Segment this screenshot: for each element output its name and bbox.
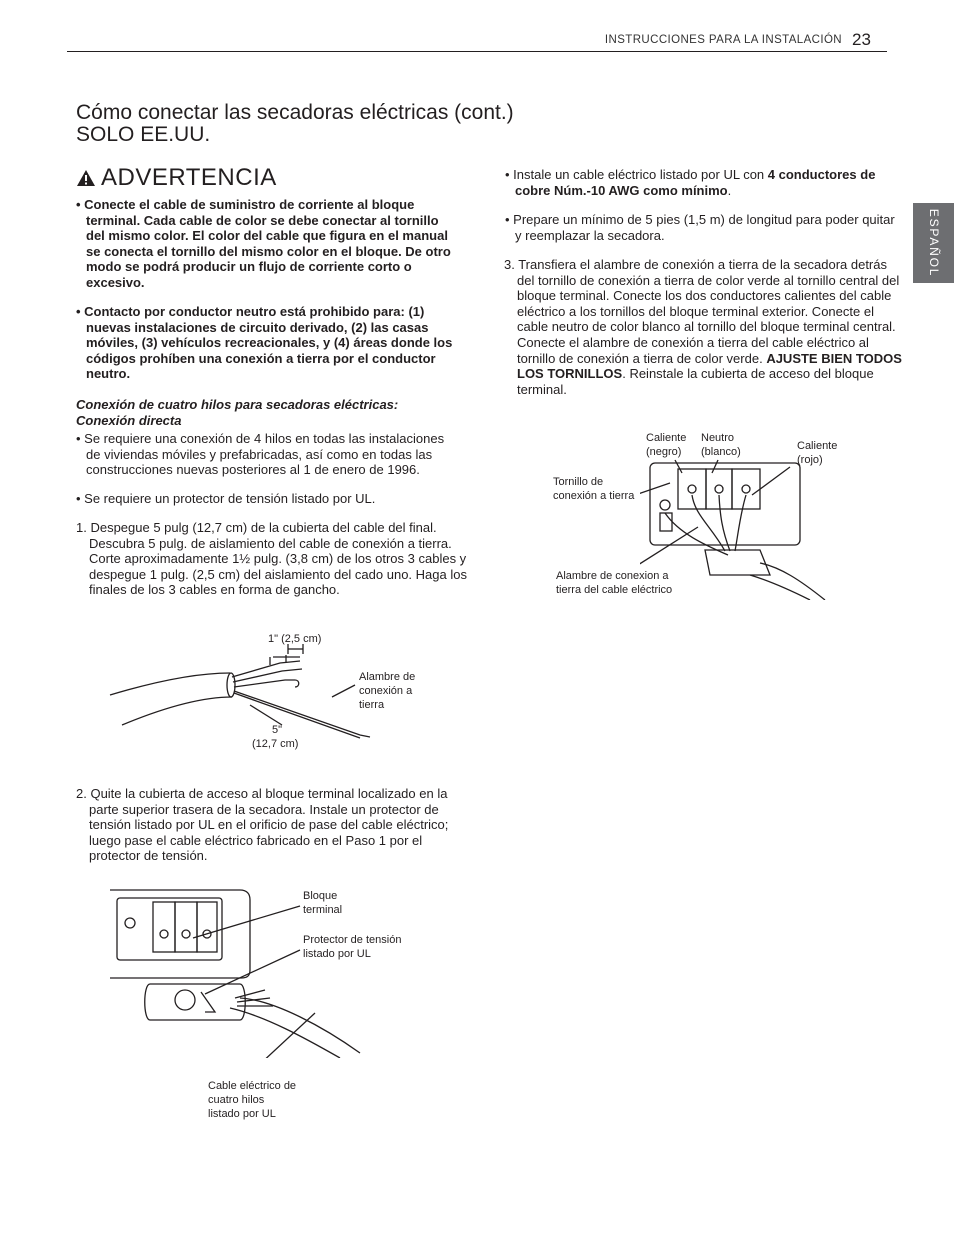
title-line2: SOLO EE.UU. <box>76 123 211 146</box>
label-power-ground-wire: Alambre de conexion a tierra del cable eléctrico <box>556 570 673 596</box>
label-strain-relief: Protector de tensión listado por UL <box>303 934 402 960</box>
step-3 <box>504 257 903 397</box>
section-bullet-2: • Se requiere un protector de tensión listado por UL. <box>76 491 376 506</box>
label-one-inch: 1" (2,5 cm) <box>268 633 322 645</box>
label-ground-wire: Alambre de conexión a tierra <box>359 671 416 711</box>
language-tab <box>913 203 954 283</box>
label-ground-screw: Tornillo de conexión a tierra <box>553 476 635 502</box>
label-five-cm: (12,7 cm) <box>252 738 299 750</box>
right-bullet-1-bold: 4 conductores de cobre Núm.-10 AWG como mínimo <box>515 167 876 198</box>
header-section-title: INSTRUCCIONES PARA LA INSTALACIÓN <box>604 34 842 46</box>
right-bullet-1-post: . <box>727 182 732 198</box>
step-3-pre: 3. Transfiera el alambre de conexión a tierra de la secadora detrás del tornillo de conexión a tierra de color verde al tornillo central del bloque terminal. Conecte los dos conductores calientes del cable eléctrico a los tornillos del bloque terminal exterior. Conecte el cable neutro de color blanco al tornillo del bloque terminal central. Conecte el alambre de conexión a tierra del cable eléctrico al tornillo de conexión a tierra de color verde. <box>504 257 900 366</box>
label-terminal-block: Bloque terminal <box>303 890 343 916</box>
page-number: 23 <box>852 30 871 49</box>
right-bullet-1-pre: • Instale un cable eléctrico listado por UL con <box>505 167 768 182</box>
label-five-inch: 5" <box>272 724 283 736</box>
section-heading: Conexión de cuatro hilos para secadoras eléctricas: Conexión directa <box>76 397 399 428</box>
step-3-post: . Reinstale la cubierta de acceso del bloque terminal. <box>517 366 874 397</box>
warning-item-1: • Conecte el cable de suministro de corriente al bloque terminal. Cada cable de color se debe conectar al tornillo del mismo color. El color del cable que figura en el manual se conecta el tornillo del mismo color en el bloque. De otro modo se podrá producir un flujo de corriente corto o excesivo. <box>76 197 451 290</box>
warning-heading-text: ADVERTENCIA <box>101 164 277 191</box>
header-rule <box>67 51 887 52</box>
language-tab-label: ESPAÑOL <box>926 208 941 278</box>
right-bullet-2: • Prepare un mínimo de 5 pies (1,5 m) de longitud para poder quitar y reemplazar la secadora. <box>505 212 895 243</box>
section-bullet-1: • Se requiere una conexión de 4 hilos en todas las instalaciones de viviendas móviles y prefabricadas, así como en todas las construcciones nuevas posteriores al 1 de enero de 1996. <box>76 431 445 478</box>
label-hot-black: Caliente (negro) <box>646 432 687 458</box>
right-bullet-1 <box>505 167 900 198</box>
title-line1: Cómo conectar las secadoras eléctricas (cont.) <box>76 101 514 124</box>
warning-triangle-icon <box>76 169 96 187</box>
label-neutral-white: Neutro (blanco) <box>701 432 741 458</box>
step-2: 2. Quite la cubierta de acceso al bloque terminal localizado en la parte superior trasera de la secadora. Instale un protector de tensión listado por UL en el orificio de pase del cable eléctrico; luego pase el cable eléctrico fabricado en el Paso 1 por el protector de tensión. <box>76 786 449 864</box>
label-hot-red: Caliente (rojo) <box>797 440 838 466</box>
step-1: 1. Despegue 5 pulg (12,7 cm) de la cubierta del cable del final. Descubra 5 pulg. de aislamiento del cable de conexión a tierra. Corte aproximadamente 1½ pulg. (3,8 cm) de los otros 3 cables y despegue 1 pulg. (2,5 cm) del aislamiento del cado uno. Haga los finales de los 3 cables en forma de gancho. <box>76 520 467 598</box>
label-four-wire-cable: Cable eléctrico de cuatro hilos listado por UL <box>208 1080 297 1120</box>
warning-heading <box>76 164 277 192</box>
page-title <box>76 102 596 146</box>
step-3-bold: AJUSTE BIEN TODOS LOS TORNILLOS <box>517 350 902 382</box>
warning-item-2: • Contacto por conductor neutro está prohibido para: (1) nuevas instalaciones de circuito derivado, (2) las casas móviles, (3) vehículos recreacionales, y (4) áreas donde los códigos prohíben una conexión a tierra por el conductor neutro. <box>76 304 453 382</box>
